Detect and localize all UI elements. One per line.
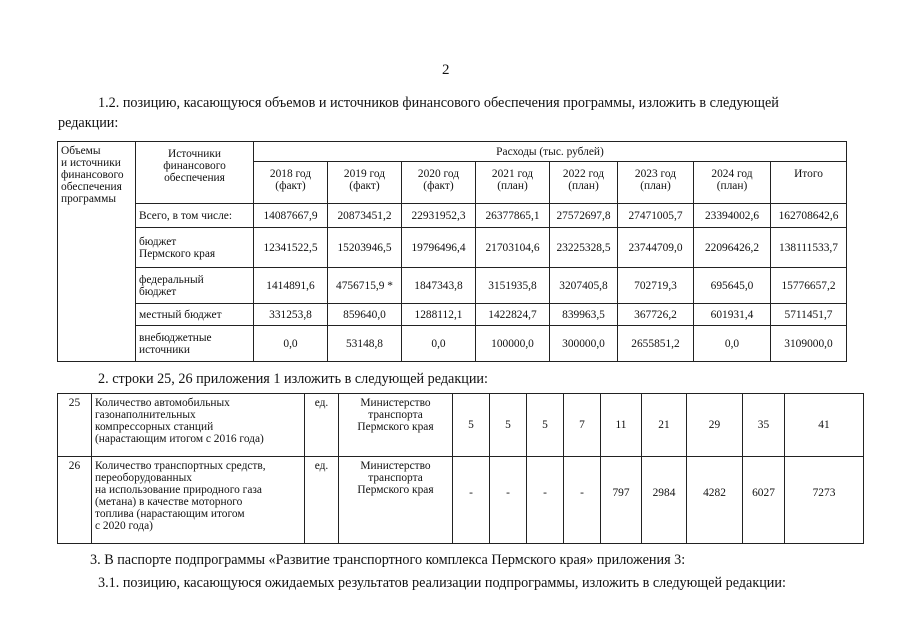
value-cell: 162708642,6 [771,204,847,228]
value-cell: 20873451,2 [328,204,402,228]
year-header-cell: 2022 год (план) [550,162,618,204]
value-cell: 300000,0 [550,326,618,362]
value-cell: 23225328,5 [550,228,618,268]
value-cell: - [453,457,490,544]
value-cell: 19796496,4 [402,228,476,268]
table-row [58,268,847,304]
section-3-text: 3. В паспорте подпрограммы «Развитие транспортного комплекса Пермского края» приложения 3: [90,552,686,568]
unit-cell: ед. [305,394,339,457]
year-header-cell: 2023 год (план) [618,162,694,204]
value-cell: 367726,2 [618,304,694,326]
value-cell: 27471005,7 [618,204,694,228]
organization-cell: Министерство транспорта Пермского края [339,457,453,544]
value-cell: 15776657,2 [771,268,847,304]
year-header-cell: Итого [771,162,847,204]
section-2-text: 2. строки 25, 26 приложения 1 изложить в следующей редакции: [98,371,488,387]
source-cell: Всего, в том числе: [136,204,254,228]
value-cell: 27572697,8 [550,204,618,228]
value-cell: 2984 [642,457,687,544]
value-cell: 601931,4 [694,304,771,326]
value-cell: 21703104,6 [476,228,550,268]
value-cell: 839963,5 [550,304,618,326]
value-cell: 35 [743,394,785,457]
value-cell: 4756715,9 * [328,268,402,304]
table-row [58,204,847,228]
year-header-cell: 2019 год (факт) [328,162,402,204]
value-cell: 53148,8 [328,326,402,362]
value-cell: 859640,0 [328,304,402,326]
value-cell: 1288112,1 [402,304,476,326]
source-cell: бюджет Пермского края [136,228,254,268]
row-number: 25 [58,394,92,457]
value-cell: 23744709,0 [618,228,694,268]
value-cell: 5 [490,394,527,457]
source-cell: внебюджетные источники [136,326,254,362]
value-cell: 1422824,7 [476,304,550,326]
financing-row-label: Объемы и источники финансового обеспечения программы [58,142,136,362]
section-3-1-text: 3.1. позицию, касающуюся ожидаемых результатов реализации подпрограммы, изложить в следующей редакции: [98,575,786,591]
value-cell: 22096426,2 [694,228,771,268]
value-cell: 3109000,0 [771,326,847,362]
value-cell: 7273 [785,457,864,544]
value-cell: 5 [453,394,490,457]
year-header-cell: 2018 год (факт) [254,162,328,204]
value-cell: 4282 [687,457,743,544]
section-1-2-text: 1.2. позицию, касающуюся объемов и источников финансового обеспечения программы, изложить в следующей [98,95,779,111]
page-number: 2 [442,62,450,78]
value-cell: 797 [601,457,642,544]
indicator-name: Количество транспортных средств, переоборудованных на использование природного газа (метана) в качестве моторного топлива (нарастающим итогом с 2020 года) [92,457,305,544]
financing-table [57,141,847,362]
value-cell: 15203946,5 [328,228,402,268]
value-cell: 702719,3 [618,268,694,304]
value-cell: 11 [601,394,642,457]
value-cell: 7 [564,394,601,457]
source-cell: местный бюджет [136,304,254,326]
source-cell: федеральный бюджет [136,268,254,304]
value-cell: 331253,8 [254,304,328,326]
table-row [58,394,864,457]
value-cell: 41 [785,394,864,457]
value-cell: 3207405,8 [550,268,618,304]
value-cell: 138111533,7 [771,228,847,268]
appendix-table [57,393,864,544]
table-row [58,457,864,544]
value-cell: 12341522,5 [254,228,328,268]
year-header-cell: 2021 год (план) [476,162,550,204]
year-header-cell: 2024 год (план) [694,162,771,204]
value-cell: 26377865,1 [476,204,550,228]
value-cell: 5711451,7 [771,304,847,326]
year-header-cell: 2020 год (факт) [402,162,476,204]
sources-header: Источники финансового обеспечения [136,142,254,204]
expenses-header: Расходы (тыс. рублей) [254,142,847,162]
value-cell: 695645,0 [694,268,771,304]
unit-cell: ед. [305,457,339,544]
table-row [58,304,847,326]
indicator-name: Количество автомобильных газонаполнительных компрессорных станций (нарастающим итогом с 2016 года) [92,394,305,457]
section-1-2-text-cont: редакции: [58,115,119,131]
table-row [58,326,847,362]
value-cell: - [490,457,527,544]
value-cell: 0,0 [402,326,476,362]
value-cell: 1414891,6 [254,268,328,304]
value-cell: 14087667,9 [254,204,328,228]
value-cell: 1847343,8 [402,268,476,304]
value-cell: 5 [527,394,564,457]
value-cell: 23394002,6 [694,204,771,228]
value-cell: 100000,0 [476,326,550,362]
row-number: 26 [58,457,92,544]
value-cell: 29 [687,394,743,457]
value-cell: 2655851,2 [618,326,694,362]
value-cell: 22931952,3 [402,204,476,228]
value-cell: 6027 [743,457,785,544]
table-row [58,228,847,268]
value-cell: 0,0 [254,326,328,362]
value-cell: 21 [642,394,687,457]
value-cell: - [564,457,601,544]
value-cell: - [527,457,564,544]
value-cell: 0,0 [694,326,771,362]
value-cell: 3151935,8 [476,268,550,304]
organization-cell: Министерство транспорта Пермского края [339,394,453,457]
